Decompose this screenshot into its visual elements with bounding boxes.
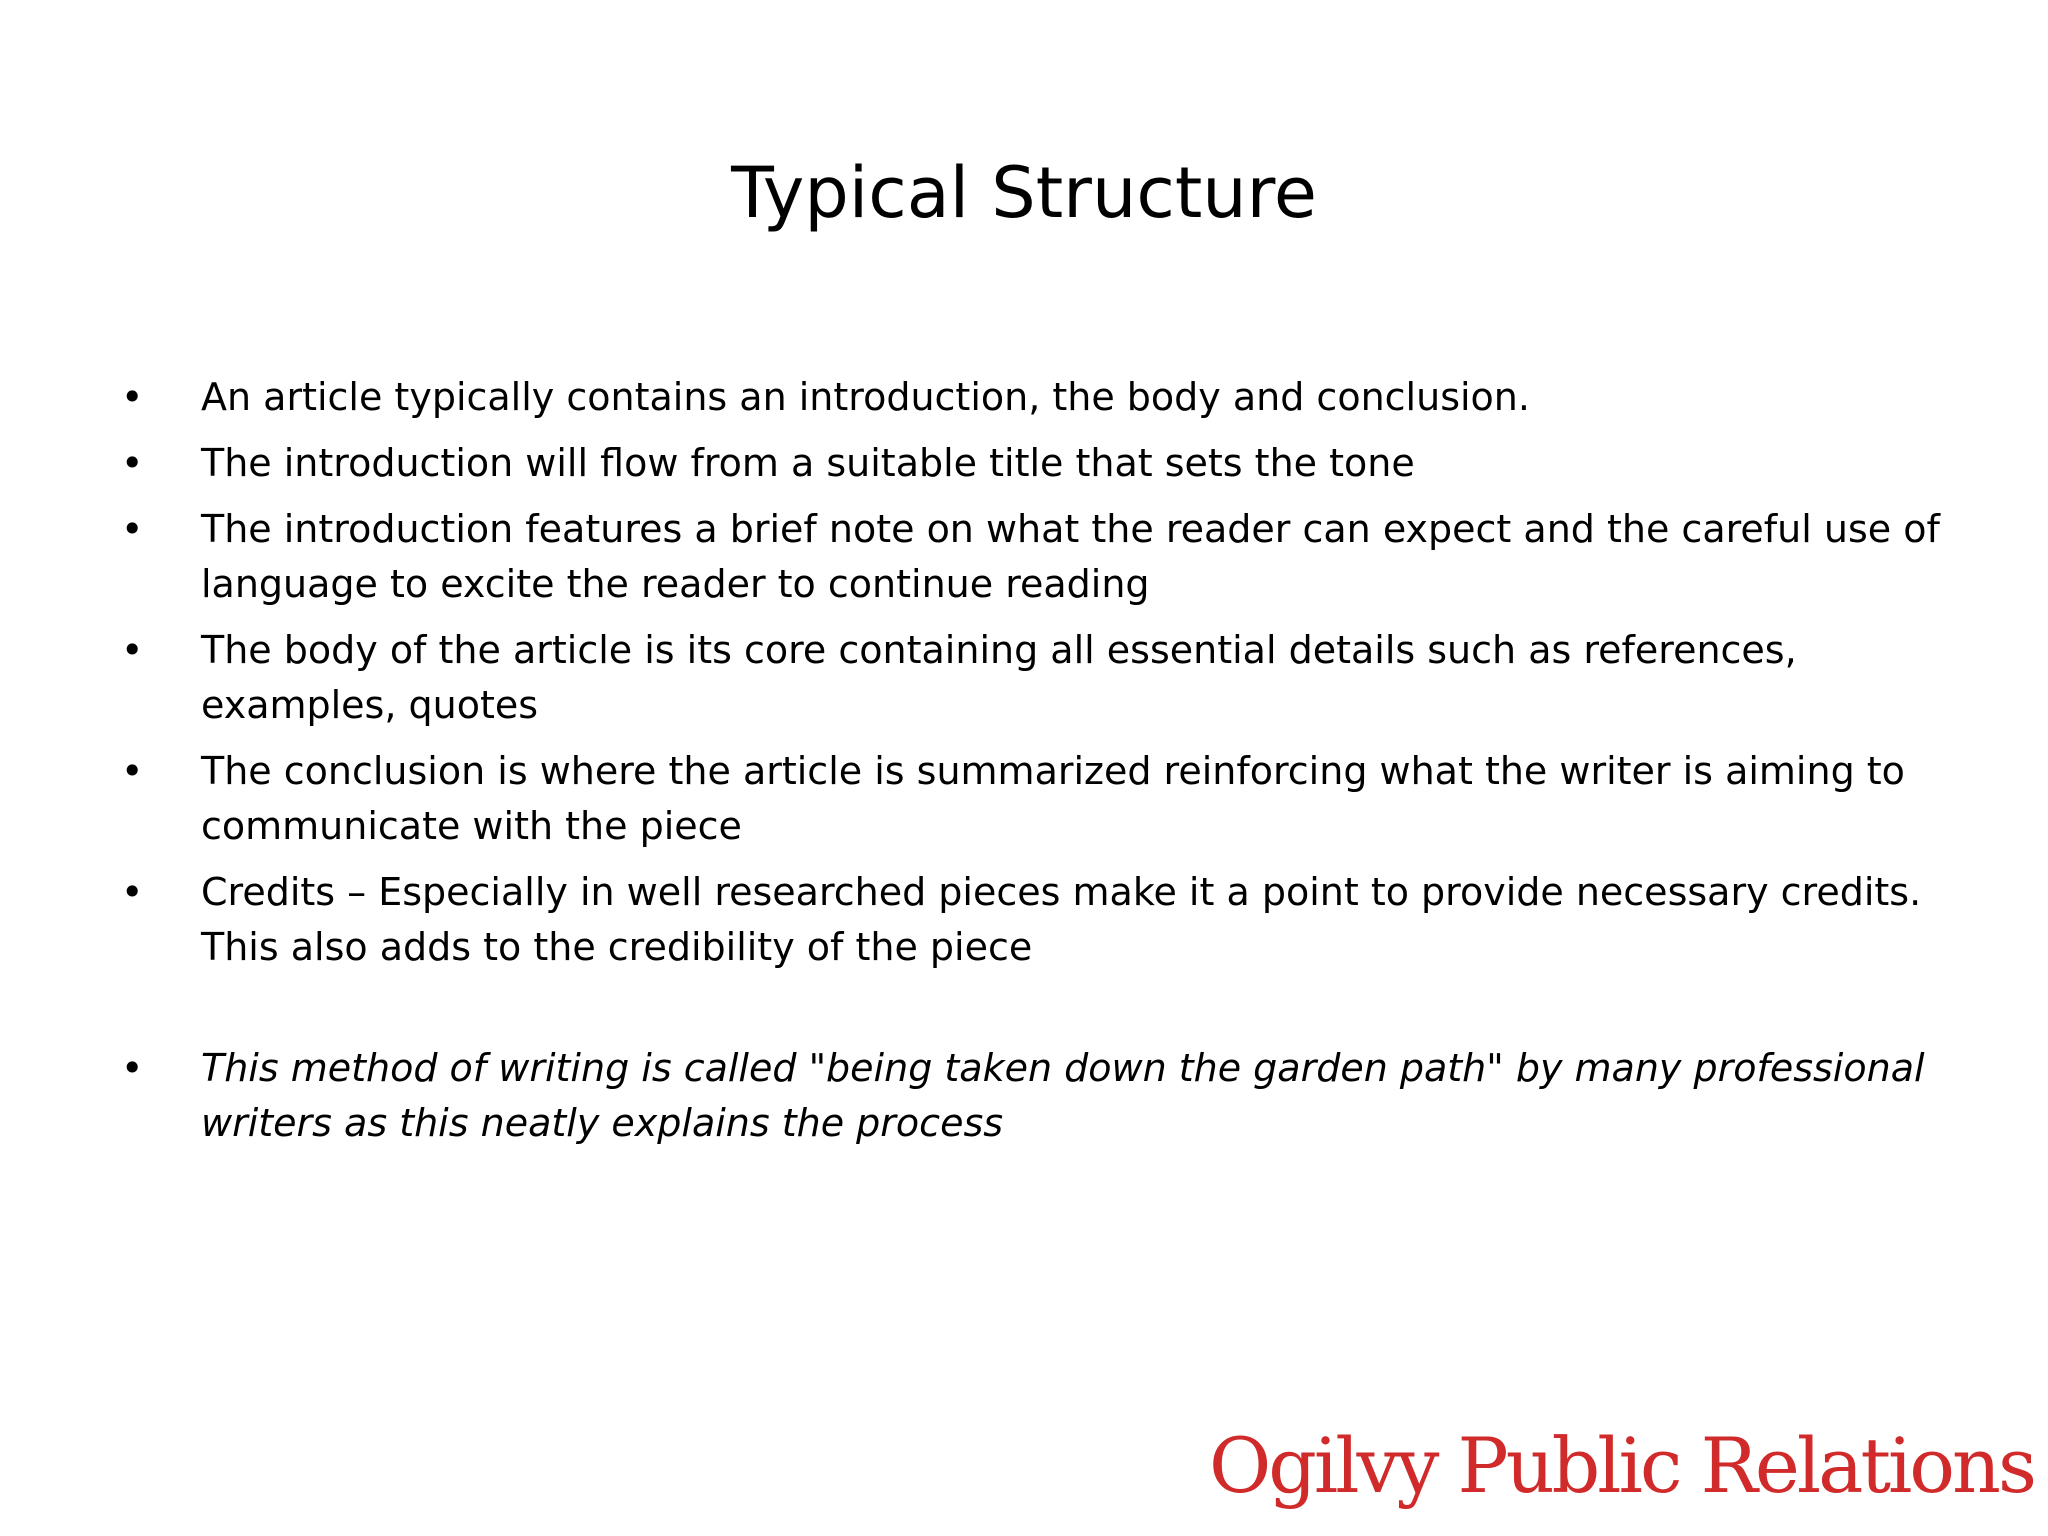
slide-title: Typical Structure (731, 152, 1317, 234)
bullet-dot-icon: • (121, 628, 144, 672)
bullet-item (0, 623, 1961, 733)
bullet-list (0, 370, 2048, 1162)
ogilvy-logo: Ogilvy Public Relations (1208, 1421, 2034, 1510)
bullet-item (0, 865, 1961, 975)
bullet-text: Credits – Especially in well researched pieces make it a point to provide necessary credits. This also adds to the credibility of the piece (201, 870, 1922, 969)
bullet-text: This method of writing is called "being taken down the garden path" by many professional writers as this neatly explains the process (201, 1046, 1925, 1145)
bullet-item (0, 370, 1961, 425)
bullet-item (0, 744, 1961, 854)
bullet-dot-icon: • (121, 870, 144, 914)
bullet-text: An article typically contains an introduction, the body and conclusion. (201, 375, 1530, 419)
bullet-text: The introduction features a brief note on what the reader can expect and the careful use of language to excite the reader to continue reading (201, 507, 1940, 606)
bullet-item (0, 436, 1961, 491)
bullet-text: The conclusion is where the article is summarized reinforcing what the writer is aiming to communicate with the piece (201, 749, 1905, 848)
bullet-dot-icon: • (121, 507, 144, 551)
bullet-dot-icon: • (121, 375, 144, 419)
bullet-text: The introduction will flow from a suitable title that sets the tone (201, 441, 1415, 485)
bullet-text: The body of the article is its core containing all essential details such as references, examples, quotes (201, 628, 1797, 727)
bullet-dot-icon: • (121, 441, 144, 485)
bullet-item-italic-note (0, 1041, 1961, 1151)
bullet-dot-icon: • (121, 1046, 144, 1090)
bullet-item (0, 502, 1961, 612)
bullet-dot-icon: • (121, 749, 144, 793)
